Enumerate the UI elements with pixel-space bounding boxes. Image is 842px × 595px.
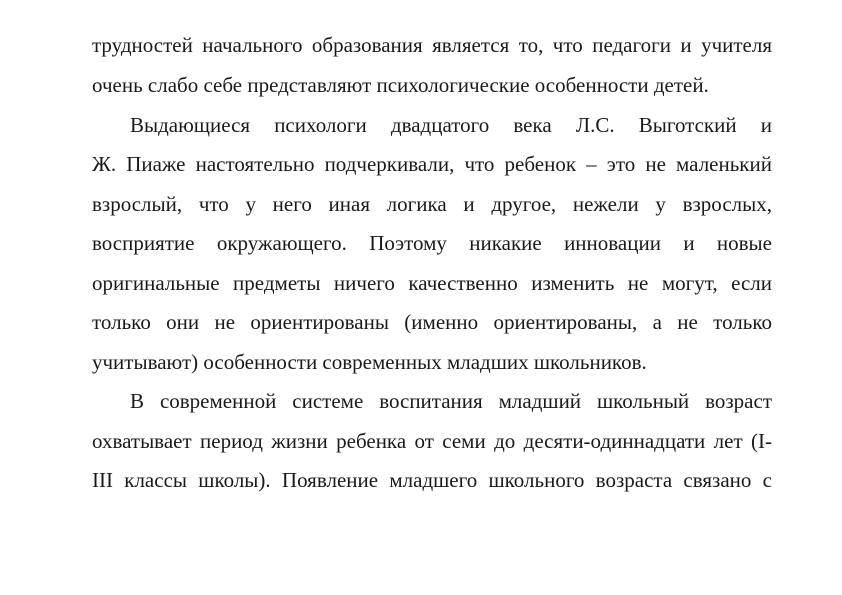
- text-line-2: очень слабо себе представляют психологические особенности детей.: [92, 73, 709, 97]
- text-line-6: восприятие окружающего. Поэтому никакие инновации и новые: [92, 231, 772, 255]
- text-line-9: учитывают) особенности современных младших школьников.: [92, 350, 647, 374]
- text-line-11: охватывает период жизни ребенка от семи до десяти-одиннадцати лет (I-: [92, 429, 772, 453]
- text-line-4: Ж. Пиаже настоятельно подчеркивали, что ребенок – это не маленький: [92, 152, 772, 176]
- text-line-5: взрослый, что у него иная логика и другое, нежели у взрослых,: [92, 192, 772, 216]
- text-line-7: оригинальные предметы ничего качественно изменить не могут, если: [92, 271, 772, 295]
- text-line-10: В современной системе воспитания младший школьный возраст: [130, 389, 772, 413]
- text-line-1: трудностей начального образования является то, что педагоги и учителя: [92, 33, 772, 57]
- text-line-8: только они не ориентированы (именно ориентированы, а не только: [92, 310, 772, 334]
- text-line-3: Выдающиеся психологи двадцатого века Л.С. Выготский и: [130, 113, 772, 137]
- text-line-12: III классы школы). Появление младшего школьного возраста связано с: [92, 468, 772, 492]
